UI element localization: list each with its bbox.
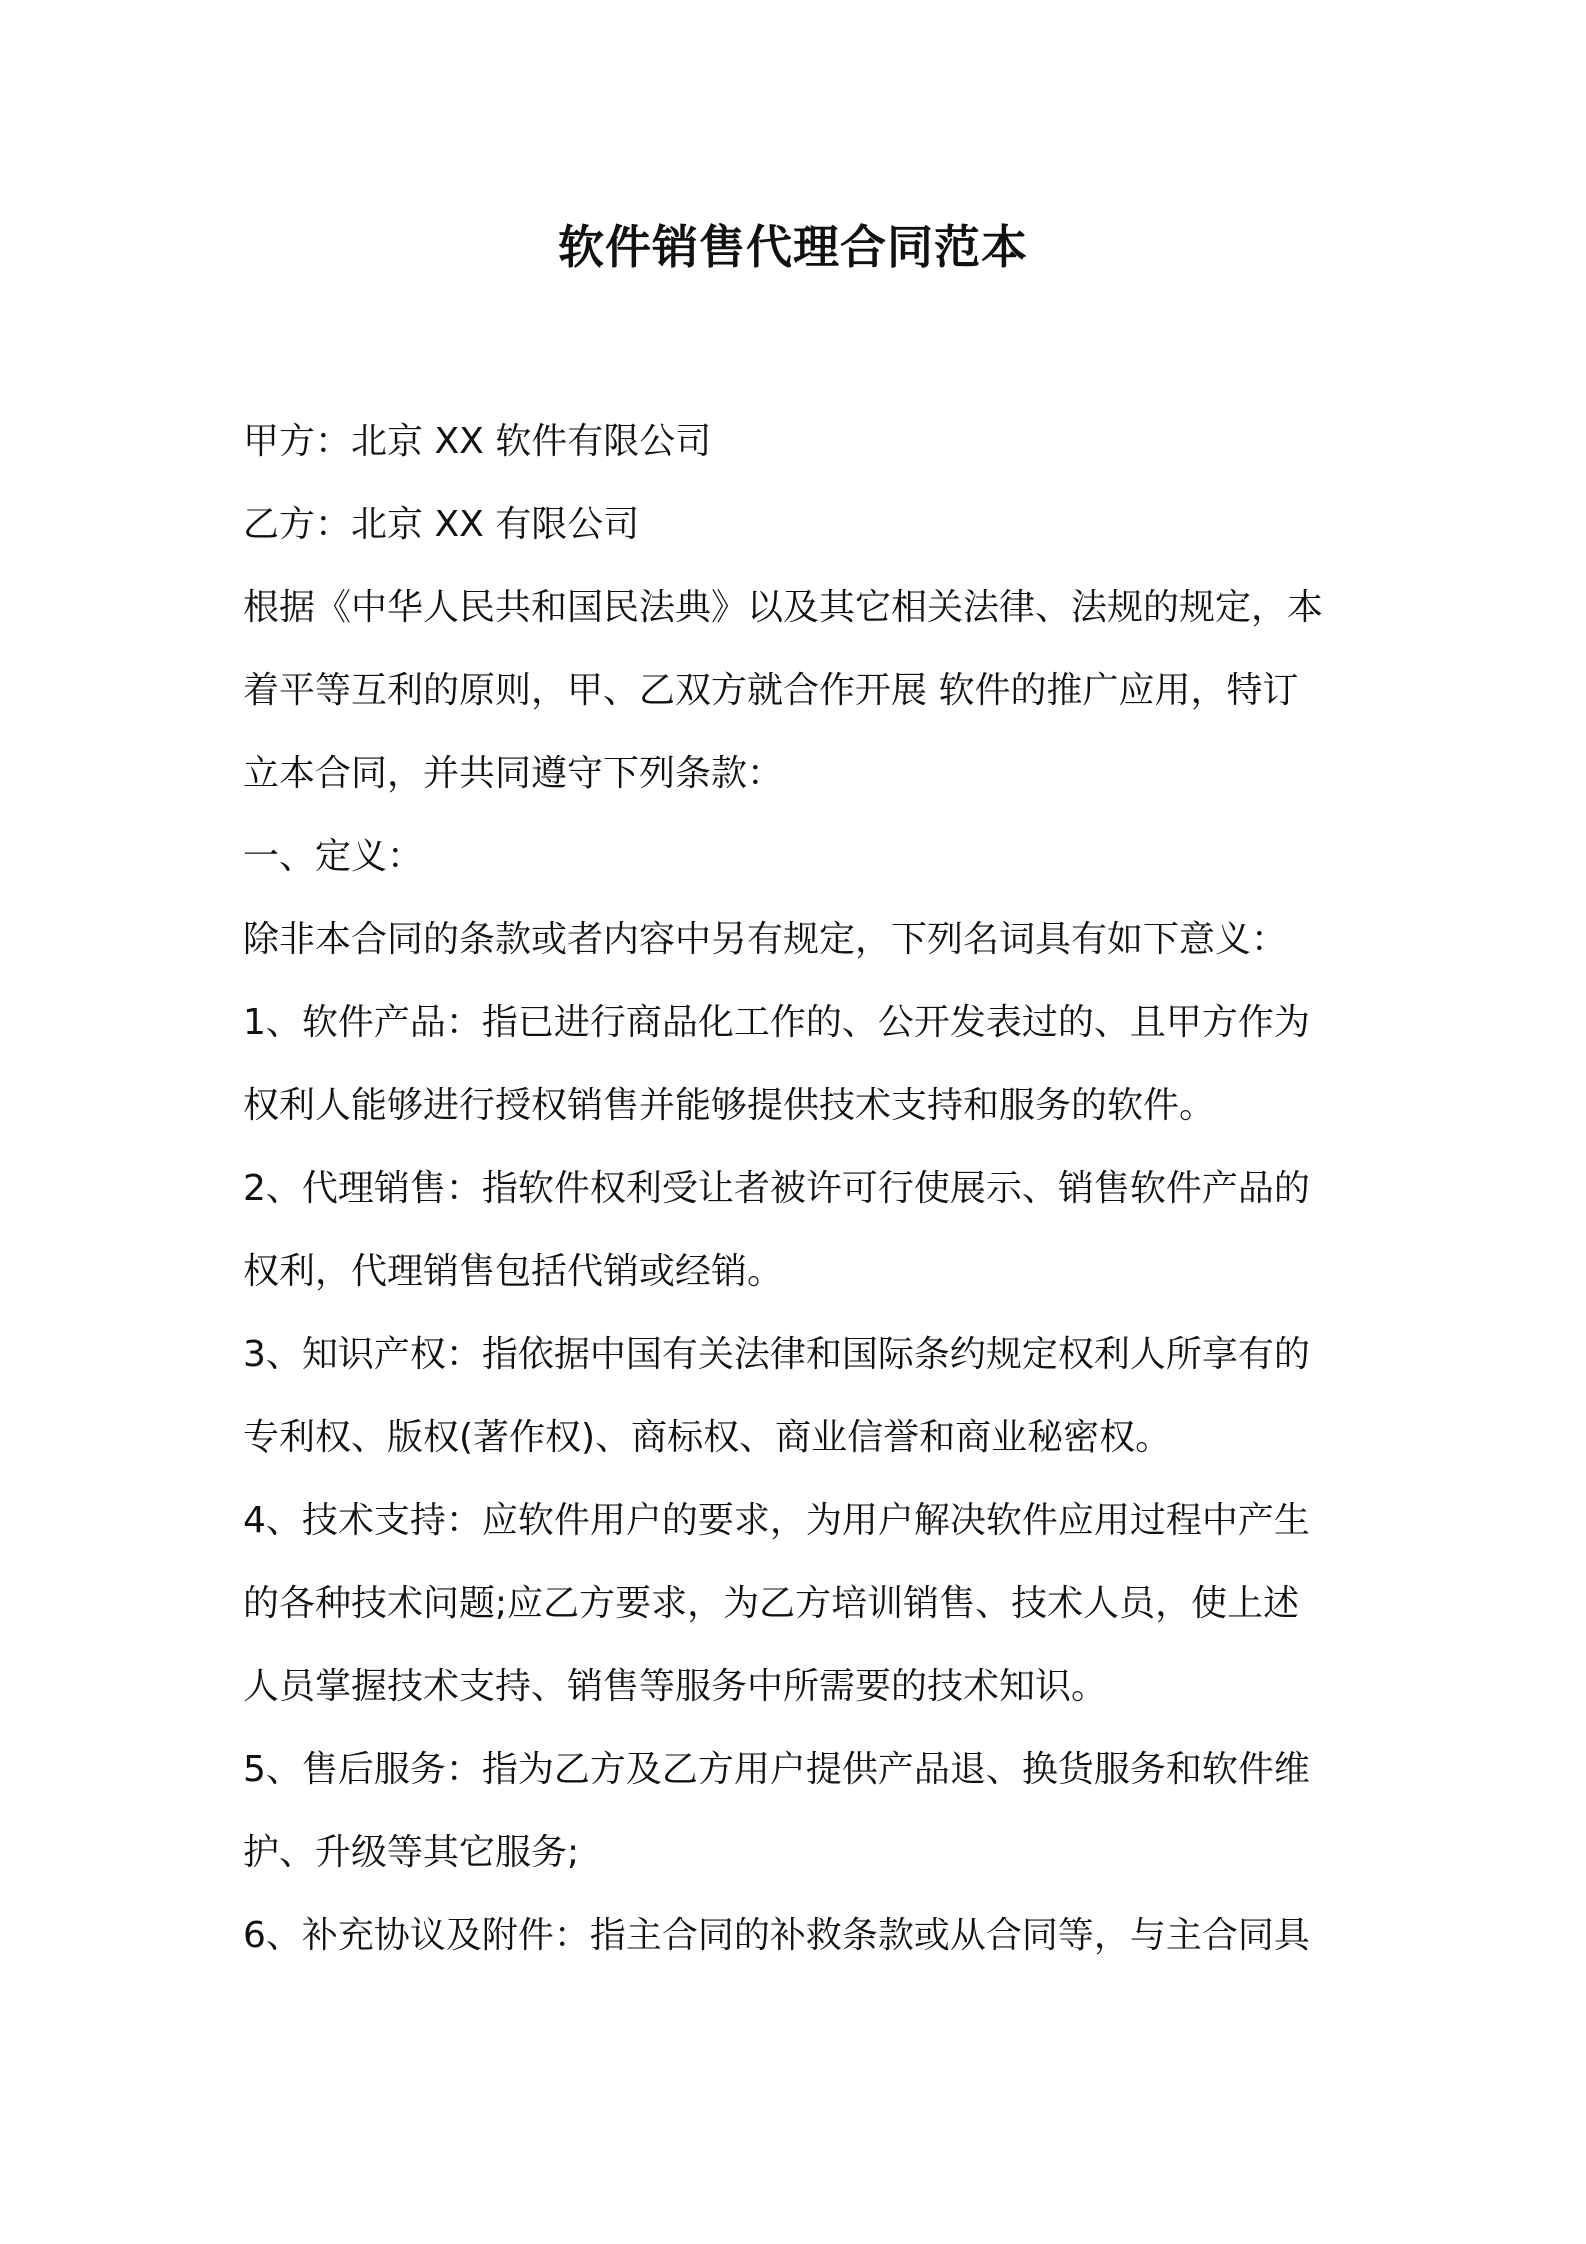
document-title: 软件销售代理合同范本 — [558, 220, 1028, 274]
preamble-line: 着平等互利的原则，甲、乙双方就合作开展 软件的推广应用，特订 — [243, 670, 1299, 711]
document-body — [243, 400, 1363, 1977]
preamble-line: 立本合同，并共同遵守下列条款： — [243, 753, 784, 794]
definition-line: 6、补充协议及附件：指主合同的补救条款或从合同等，与主合同具 — [243, 1915, 1310, 1956]
definition-line: 2、代理销售：指软件权利受让者被许可行使展示、销售软件产品的 — [243, 1168, 1310, 1209]
definition-line: 专利权、版权(著作权)、商标权、商业信誉和商业秘密权。 — [243, 1417, 1172, 1458]
party-b-line: 乙方：北京 XX 有限公司 — [243, 504, 640, 545]
definition-line: 权利，代理销售包括代销或经销。 — [243, 1251, 784, 1292]
preamble-line: 根据《中华人民共和国民法典》以及其它相关法律、法规的规定，本 — [243, 587, 1324, 628]
definition-intro-line: 除非本合同的条款或者内容中另有规定，下列名词具有如下意义： — [243, 919, 1288, 960]
definition-line: 1、软件产品：指已进行商品化工作的、公开发表过的、且甲方作为 — [243, 1002, 1310, 1043]
definition-line: 4、技术支持：应软件用户的要求，为用户解决软件应用过程中产生 — [243, 1500, 1310, 1541]
definition-line: 权利人能够进行授权销售并能够提供技术支持和服务的软件。 — [243, 1085, 1216, 1126]
definition-line: 护、升级等其它服务; — [243, 1832, 580, 1873]
party-a-line: 甲方：北京 XX 软件有限公司 — [243, 421, 712, 462]
definition-line: 的各种技术问题;应乙方要求，为乙方培训销售、技术人员，使上述 — [243, 1583, 1300, 1624]
definition-line: 人员掌握技术支持、销售等服务中所需要的技术知识。 — [243, 1666, 1108, 1707]
definition-line: 5、售后服务：指为乙方及乙方用户提供产品退、换货服务和软件维 — [243, 1749, 1310, 1790]
definition-line: 3、知识产权：指依据中国有关法律和国际条约规定权利人所享有的 — [243, 1334, 1310, 1375]
section-heading: 一、定义： — [243, 836, 424, 877]
